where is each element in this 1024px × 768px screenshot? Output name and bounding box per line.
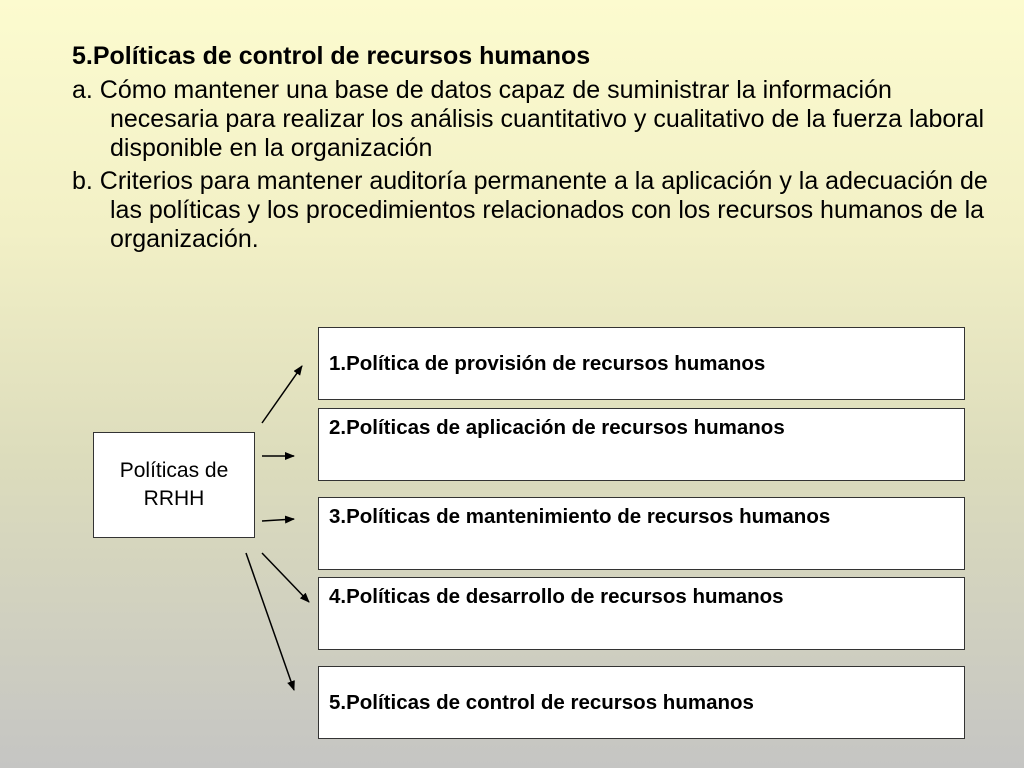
paragraph-a: a. Cómo mantener una base de datos capaz de suministrar la información necesaria para realizar los análisis cuantitativo y cualitativo de la fuerza laboral disponible en la organización [72,76,985,162]
paragraph-b: b. Criterios para mantener auditoría permanente a la aplicación y la adecuación de las políticas y los procedimientos relacionados con los recursos humanos de la organización. [72,167,988,253]
root-label: Políticas de RRHH [119,459,229,510]
policy-label-2: 2.Políticas de aplicación de recursos humanos [329,416,785,439]
slide-title: 5.Políticas de control de recursos humanos [72,42,591,70]
arrow-1 [262,366,302,423]
policy-label-5: 5.Políticas de control de recursos humanos [329,690,754,714]
policy-label-1: 1.Política de provisión de recursos humanos [329,351,766,375]
policy-label-4: 4.Políticas de desarrollo de recursos humanos [329,585,784,608]
policy-label-3: 3.Políticas de mantenimiento de recursos humanos [329,505,831,528]
arrow-3 [262,519,294,521]
arrow-4 [262,553,309,602]
arrow-5 [246,553,294,690]
